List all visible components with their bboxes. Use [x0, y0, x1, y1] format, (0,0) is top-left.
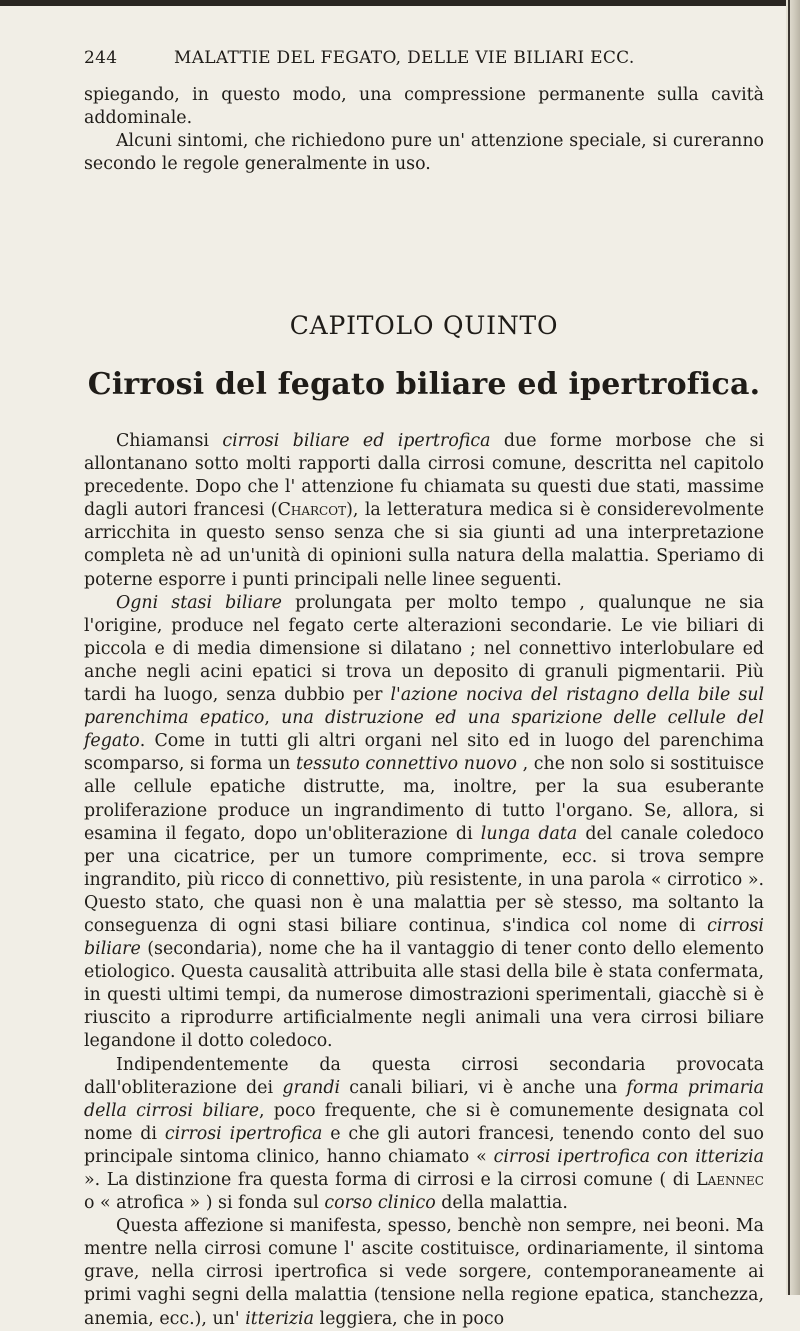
body-paragraph-4: Questa affezione si manifesta, spesso, benchè non sempre, nei beoni. Ma mentre nella cirrosi comune l' ascite costituisce, ordinariamente, il sintoma grave, nella cirrosi ipertrofica si vede sorgere, contemporaneamente ai primi vaghi segni della malattia (tensione nella regione epatica, stanchezza, anemia, ecc.), un' itterizia leggiera, che in poco [84, 1216, 764, 1329]
body-paragraph-1: Chiamansi cirrosi biliare ed ipertrofica due forme morbose che si allontanano sotto molti rapporti dalla cirrosi comune, descritta nel capitolo precedente. Dopo che l' attenzione fu chiamata su questi due stati, massime dagli autori francesi (Charcot), la letteratura medica si è considerevolmente arricchita in questo senso senza che si sia giunti ad una interpretazione completa nè ad un'unità di opinioni sulla natura della malattia. Speriamo di poterne esporre i punti principali nelle linee seguenti. [84, 431, 765, 590]
top-border [0, 0, 800, 6]
page-number: 244 [84, 48, 118, 68]
chapter-title: Cirrosi del fegato biliare ed ipertrofica. [87, 367, 761, 402]
page-edge-line [788, 0, 790, 1295]
intro-text [84, 84, 764, 176]
chapter-label: CAPITOLO QUINTO [289, 311, 559, 340]
body-paragraph-3: Indipendentemente da questa cirrosi secondaria provocata dall'obliterazione dei grandi canali biliari, vi è anche una forma primaria della cirrosi biliare, poco frequente, che si è comunemente designata col nome di cirrosi ipertrofica e che gli autori francesi, tenendo conto del suo principale sintoma clinico, hanno chiamato « cirrosi ipertrofica con itterizia ». La distinzione fra questa forma di cirrosi e la cirrosi comune ( di Laennec o « atrofica » ) si fonda sul corso clinico della malattia. [84, 1054, 765, 1214]
running-header [84, 48, 764, 72]
intro-paragraph-1: spiegando, in questo modo, una compressione permanente sulla cavità addominale. [84, 85, 764, 129]
chapter-body [84, 430, 764, 1331]
body-paragraph-2: Ogni stasi biliare prolungata per molto tempo , qualunque ne sia l'origine, produce nel fegato certe alterazioni secondarie. Le vie biliari di piccola e di media dimensione si dilatano ; nel connettivo interlobulare ed anche negli acini epatici si trova un deposito di granuli pigmentarii. Più tardi ha luogo, senza dubbio per l'azione nociva del ristagno della bile sul parenchima epatico, una distruzione ed una sparizione delle cellule del fegato. Come in tutti gli altri organi nel sito ed in luogo del parenchima scomparso, si forma un tessuto connettivo nuovo , che non solo si sostituisce alle cellule epatiche distrutte, ma, inoltre, per la sua esuberante proliferazione produce un ingrandimento di tutto l'organo. Se, allora, si esamina il fegato, dopo un'obliterazione di lunga data del canale coledoco per una cicatrice, per un tumore comprimente, ecc. si trova sempre ingrandito, più ricco di connettivo, più resistente, in una parola « cirrotico ». Questo stato, che quasi non è una malattia per sè stesso, ma soltanto la conseguenza di ogni stasi biliare continua, s'indica col nome di cirrosi biliare (secondaria), nome che ha il vantaggio di tener conto dello elemento etiologico. Questa causalità attribuita alle stasi della bile è stata confermata, in questi ultimi tempi, da numerose dimostrazioni sperimentali, giacchè si è riuscito a riprodurre artificialmente negli animali una vera cirrosi biliare legandone il dotto coledoco. [84, 592, 765, 1052]
intro-paragraph-2: Alcuni sintomi, che richiedono pure un' attenzione speciale, si cureranno secondo le regole generalmente in uso. [84, 131, 764, 175]
running-title: MALATTIE DEL FEGATO, DELLE VIE BILIARI ECC. [174, 48, 635, 68]
